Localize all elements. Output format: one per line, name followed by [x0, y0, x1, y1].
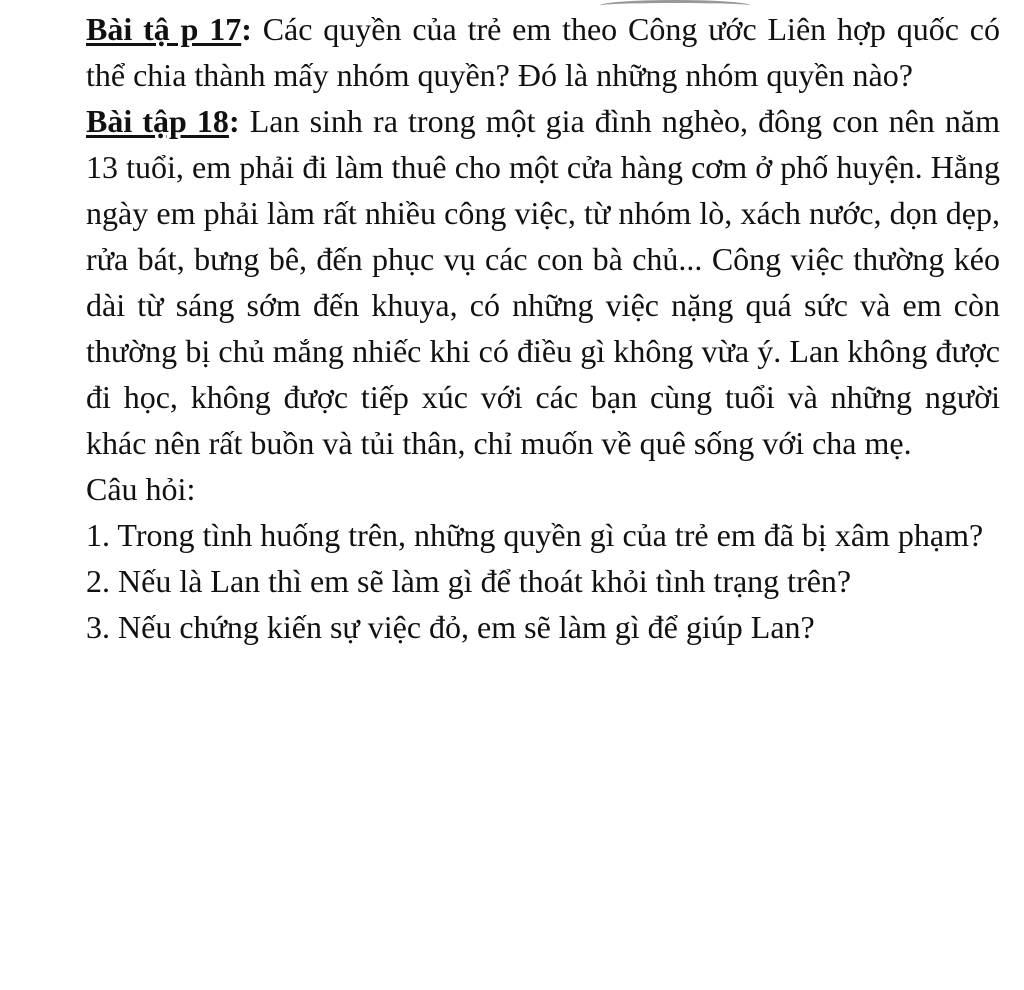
- exercise-17-colon: :: [241, 11, 252, 47]
- question-3: 3. Nếu chứng kiến sự việc đỏ, em sẽ làm gì để giúp Lan?: [86, 609, 815, 645]
- exercise-18: [86, 98, 1000, 466]
- exercise-18-text: Lan sinh ra trong một gia đình nghèo, đông con nên năm 13 tuổi, em phải đi làm thuê cho một cửa hàng cơm ở phố huyện. Hằng ngày em phải làm rất nhiều công việc, từ nhóm lò, xách nước, dọn dẹp, rửa bát, bưng bê, đến phục vụ các con bà chủ... Công việc thường kéo dài từ sáng sớm đến khuya, có những việc nặng quá sức và em còn thường bị chủ mắng nhiếc khi có điều gì không vừa ý. Lan không được đi học, không được tiếp xúc với các bạn cùng tuổi và những người khác nên rất buồn và tủi thân, chỉ muốn về quê sống với cha mẹ.: [86, 103, 1001, 461]
- exercise-17-heading: Bài tậ p 17: [86, 11, 242, 47]
- exercise-17-text: Các quyền của trẻ em theo Công ước Liên hợp quốc có thể chia thành mấy nhóm quyền? Đó là những nhóm quyền nào?: [86, 11, 1000, 93]
- document-page: [86, 6, 1000, 650]
- questions-label: Câu hỏi:: [86, 471, 196, 507]
- exercise-17: [86, 6, 1000, 98]
- exercise-18-colon: :: [228, 103, 240, 139]
- question-1: 1. Trong tình huống trên, những quyền gì của trẻ em đã bị xâm phạm?: [86, 517, 984, 553]
- exercise-18-heading: Bài tập 18: [86, 103, 229, 139]
- question-2: 2. Nếu là Lan thì em sẽ làm gì để thoát khỏi tình trạng trên?: [86, 563, 852, 599]
